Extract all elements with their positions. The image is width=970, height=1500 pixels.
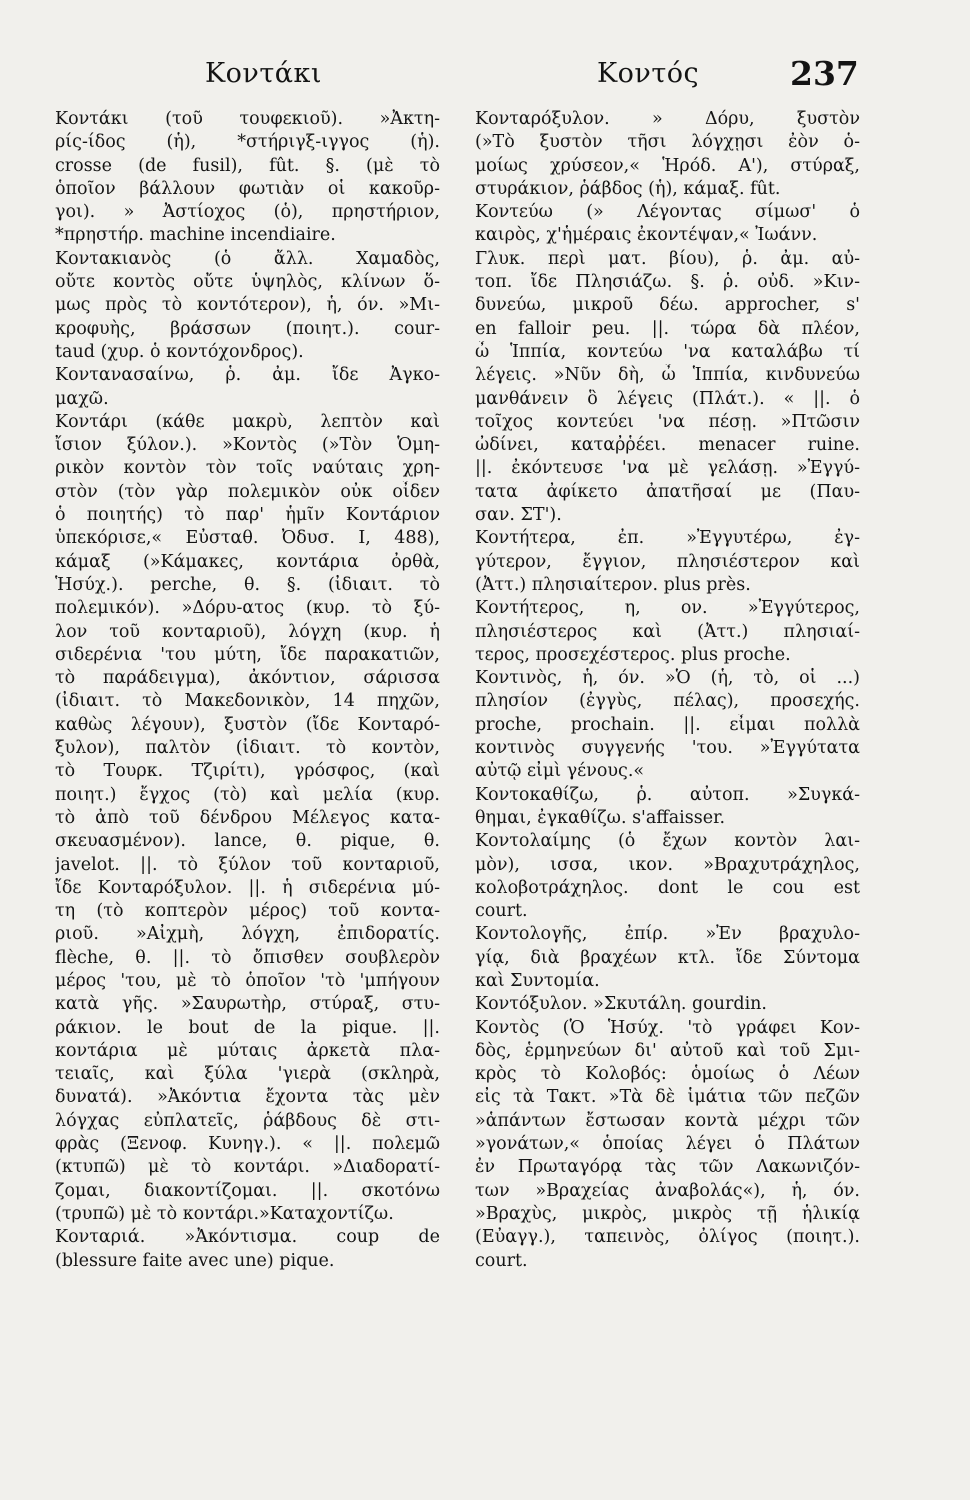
- text-line: Γλυκ. περὶ ματ. βίου), ῥ. ἀμ. αὐ-: [475, 248, 860, 269]
- text-line: τερος, προσεχέστερος. plus proche.: [475, 644, 791, 665]
- text-line: Κοντήτερα, ἐπ. »Ἐγγυτέρω, ἐγ-: [475, 528, 860, 549]
- text-line: λόγχας εὐπλατεῖς, ῥάβδους δὲ στι-: [55, 1110, 440, 1131]
- text-line: javelot. ||. τὸ ξύλον τοῦ κονταριοῦ,: [55, 854, 440, 875]
- text-line: Κοντάκι (τοῦ τουφεκιοῦ). »Ἀκτη-: [55, 109, 440, 129]
- text-line: κάμαξ (»Κάμακες, κοντάρια ὀρθὰ,: [55, 551, 440, 572]
- text-line: (blessure faite avec une) pique.: [55, 1250, 335, 1271]
- text-line: μως πρὸς τὸ κοντότερον), ἡ, όν. »Μι-: [55, 295, 440, 316]
- text-line: taud (χυρ. ὁ κοντόχονδρος).: [55, 341, 304, 362]
- text-line: καθὼς λέγουν), ξυστὸν (ἴδε Κονταρό-: [55, 714, 440, 735]
- text-line: πλησιέστερος καὶ (Ἀττ.) πλησιαί-: [475, 621, 860, 642]
- text-line: court.: [475, 1250, 528, 1271]
- page-header: [55, 54, 860, 102]
- text-line: Κοντακιανὸς (ὁ ἄλλ. Χαμαδὸς,: [55, 248, 440, 269]
- text-line: proche, prochain. ||. εἶμαι πολλὰ: [475, 714, 860, 735]
- text-line: σαν. ΣΤ').: [475, 505, 562, 526]
- text-line: ἴδε Κονταρόξυλον. ||. ἡ σιδερένια μύ-: [55, 877, 440, 898]
- text-line: Κοντήτερος, η, ον. »Ἐγγύτερος,: [475, 598, 860, 619]
- text-line: σιδερένια 'του μύτη, ἴδε παρακατιῶν,: [55, 644, 440, 665]
- text-line: »γονάτων,« ὁποίας λέγει ὁ Πλάτων: [475, 1134, 860, 1155]
- text-line: τοπ. ἴδε Πλησιάζω. §. ῥ. οὐδ. »Κιν-: [475, 272, 860, 293]
- text-line: ποιητ.) ἔγχος (τὸ) καὶ μελία (κυρ.: [55, 784, 440, 805]
- text-line: Κοντινὸς, ἡ, όν. »Ὁ (ἡ, τὸ, οἱ ...): [475, 668, 860, 689]
- text-line: ὑπεκόρισε,« Εὐσταθ. Ὀδυσ. I, 488),: [55, 528, 440, 549]
- text-line: στὸν (τὸν γὰρ πολεμικὸν οὐκ οἶδεν: [55, 481, 440, 502]
- text-line: γίᾳ, διὰ βραχέων κτλ. ἴδε Σύντομα: [475, 947, 860, 968]
- text-line: τατα ἀφίκετο ἀπατῆσαί με (Παυ-: [475, 481, 860, 502]
- text-line: Κονταρόξυλον. » Δόρυ, ξυστὸν: [475, 109, 860, 129]
- text-line: flèche, θ. ||. τὸ ὄπισθεν σουβλερὸν: [55, 947, 440, 968]
- text-line: δὸς, ἑρμηνεύων δι' αὐτοῦ καὶ τοῦ Σμι-: [475, 1040, 860, 1061]
- right-column: [475, 108, 860, 1273]
- text-line: κρὸς τὸ Κολοβός: ὁμοίως ὁ Λέων: [475, 1064, 860, 1085]
- text-line: αὐτῷ εἰμὶ γένους.«: [475, 761, 645, 782]
- text-line: Κοντολαίμης (ὁ ἔχων κοντὸν λαι-: [475, 831, 860, 852]
- text-line: »Βραχὺς, μικρὸς, μικρὸς τῇ ἡλικίᾳ: [475, 1203, 860, 1224]
- text-line: (Ἀττ.) πλησιαίτερον. plus près.: [475, 574, 751, 595]
- text-line: λέγεις. »Νῦν δὴ, ὦ Ἱππία, κινδυνεύω: [475, 365, 860, 386]
- text-line: στυράκιον, ῥάβδος (ἡ), κάμαξ. fût.: [475, 178, 781, 199]
- text-line: (»Τὸ ξυστὸν τῆσι λόγχῃσι ἐὸν ὁ-: [475, 132, 860, 153]
- text-line: en falloir peu. ||. τώρα δὰ πλέον,: [475, 318, 860, 339]
- text-line: Κοντοκαθίζω, ῥ. αὐτοπ. »Συγκά-: [475, 784, 860, 805]
- text-line: καὶ Συντομία.: [475, 970, 600, 991]
- text-line: Κοντόξυλον. »Σκυτάλη. gourdin.: [475, 994, 767, 1015]
- text-line: (Εὐαγγ.), ταπεινὸς, ὀλίγος (ποιητ.).: [475, 1227, 860, 1248]
- text-line: φρὰς (Ξενοφ. Κυνηγ.). « ||. πολεμῶ: [55, 1134, 440, 1155]
- text-line: τὸ ἀπὸ τοῦ δένδρου Μέλεγος κατα-: [55, 807, 440, 828]
- text-line: ἴσιον ξύλον.). »Κοντὸς (»Τὸν Ὁμη-: [55, 435, 440, 456]
- text-line: κατὰ γῆς. »Σαυρωτὴρ, στύραξ, στυ-: [55, 994, 440, 1015]
- text-line: (ἰδιαιτ. τὸ Μακεδονικὸν, 14 πηχῶν,: [55, 691, 440, 712]
- left-column: [55, 108, 440, 1273]
- text-columns: [55, 108, 860, 1273]
- text-line: Ἡσύχ.). perche, θ. §. (ἰδιαιτ. τὸ: [55, 574, 440, 595]
- text-line: crosse (de fusil), fût. §. (μὲ τὸ: [55, 155, 440, 176]
- text-line: πλησίον (ἐγγὺς, πέλας), προσεχής.: [475, 691, 860, 712]
- text-line: λον τοῦ κονταριοῦ), λόγχη (κυρ. ἡ: [55, 621, 440, 642]
- text-line: μὸν), ισσα, ικον. »Βραχυτράχηλος,: [475, 854, 860, 875]
- text-line: μαχῶ.: [55, 388, 109, 409]
- text-line: Κοντὸς (Ὁ Ἡσύχ. 'τὸ γράφει Κον-: [475, 1017, 860, 1038]
- page-number: 237: [790, 54, 859, 93]
- text-line: ὦ Ἱππία, κοντεύω 'να καταλάβω τί: [475, 341, 860, 362]
- text-line: τὸ Τουρκ. Τζιρίτι), γρόσφος, (καὶ: [55, 761, 440, 782]
- left-guide-word: Κοντάκι: [205, 58, 322, 89]
- text-line: ξυλον), παλτὸν (ἰδιαιτ. τὸ κοντὸν,: [55, 738, 440, 759]
- text-line: κολοβοτράχηλος. dont le cou est: [475, 877, 860, 898]
- text-line: *πρηστήρ. machine incendiaire.: [55, 225, 336, 246]
- text-line: ρικὸν κοντὸν τὸν τοῖς ναύταις χρη-: [55, 458, 440, 479]
- text-line: ρίς-ίδος (ἡ), *στήριγξ-ιγγος (ἡ).: [55, 132, 440, 153]
- text-line: ὁ ποιητής) τὸ παρ' ἡμῖν Κοντάριον: [55, 505, 440, 526]
- text-line: ὁποῖον βάλλουν φωτιὰν οἱ κακοῦρ-: [55, 178, 440, 199]
- text-line: πολεμικόν). »Δόρυ-ατος (κυρ. τὸ ξύ-: [55, 598, 440, 619]
- text-line: τοῖχος κοντεύει 'να πέσῃ. »Πτῶσιν: [475, 411, 860, 432]
- text-line: τὸ παράδειγμα), ἀκόντιον, σάρισσα: [55, 668, 440, 689]
- text-line: οὔτε κοντὸς οὔτε ὑψηλὸς, κλίνων ὅ-: [55, 272, 440, 293]
- text-line: τη (τὸ κοπτερὸν μέρος) τοῦ κοντα-: [55, 901, 440, 922]
- text-line: ράκιον. le bout de la pique. ||.: [55, 1017, 440, 1038]
- text-line: μοίως χρύσεον,« Ἡρόδ. Α'), στύραξ,: [475, 155, 860, 176]
- text-line: ἐν Πρωταγόρᾳ τὰς τῶν Λακωνιζόν-: [475, 1157, 860, 1178]
- text-line: ὠδίνει, καταῤῥέει. menacer ruine.: [475, 435, 860, 456]
- text-line: »ἁπάντων ἔστωσαν κοντὰ μέχρι τῶν: [475, 1110, 860, 1131]
- text-line: καιρὸς, χ'ἡμέραις ἐκοντέψαν,« Ἰωάνν.: [475, 225, 818, 246]
- text-line: τειαῖς, καὶ ξύλα 'γιερὰ (σκληρὰ,: [55, 1064, 440, 1085]
- text-line: κροφυὴς, βράσσων (ποιητ.). cour-: [55, 318, 440, 339]
- text-line: Κονταριά. »Ἀκόντισμα. coup de: [55, 1227, 440, 1248]
- text-line: ζομαι, διακοντίζομαι. ||. σκοτόνω: [55, 1180, 440, 1201]
- right-guide-word: Κοντός: [597, 58, 700, 89]
- text-line: Κοντολογῆς, ἐπίρ. »Ἐν βραχυλο-: [475, 924, 860, 945]
- text-line: μανθάνειν ὃ λέγεις (Πλάτ.). « ||. ὁ: [475, 388, 860, 409]
- text-line: των »Βραχείας ἀναβολάς«), ἡ, όν.: [475, 1180, 860, 1201]
- text-line: κοντινὸς συγγενής 'του. »Ἐγγύτατα: [475, 738, 860, 759]
- text-line: γοι). » Ἀστίοχος (ὁ), πρηστήριον,: [55, 202, 440, 223]
- text-line: Κοντάρι (κάθε μακρὺ, λεπτὸν καὶ: [55, 411, 440, 432]
- text-line: Κοντεύω (» Λέγοντας σίμωσ' ὁ: [475, 202, 860, 223]
- text-line: Κοντανασαίνω, ῥ. ἀμ. ἴδε Ἀγκο-: [55, 365, 440, 386]
- text-line: θημαι, ἐγκαθίζω. s'affaisser.: [475, 807, 726, 828]
- text-line: εἰς τὰ Τακτ. »Τὰ δὲ ἱμάτια τῶν πεζῶν: [475, 1087, 860, 1108]
- text-line: δυνατά). »Ἀκόντια ἔχοντα τὰς μὲν: [55, 1087, 440, 1108]
- text-line: δυνεύω, μικροῦ δέω. approcher, s': [475, 295, 860, 316]
- text-line: (τρυπῶ) μὲ τὸ κοντάρι.»Καταχοντίζω.: [55, 1203, 394, 1224]
- text-line: ριοῦ. »Αἰχμὴ, λόγχη, ἐπιδορατίς.: [55, 924, 440, 945]
- text-line: μέρος 'του, μὲ τὸ ὁποῖον 'τὸ 'μπήγουν: [55, 970, 440, 991]
- text-line: σκευασμένον). lance, θ. pique, θ.: [55, 831, 440, 852]
- text-line: γύτερον, ἔγγιον, πλησιέστερον καὶ: [475, 551, 860, 572]
- text-line: ||. ἐκόντευσε 'να μὲ γελάσῃ. »Ἐγγύ-: [475, 458, 860, 479]
- text-line: court.: [475, 901, 528, 922]
- text-line: κοντάρια μὲ μύταις ἀρκετὰ πλα-: [55, 1040, 440, 1061]
- text-line: (κτυπῶ) μὲ τὸ κοντάρι. »Διαδορατί-: [55, 1157, 440, 1178]
